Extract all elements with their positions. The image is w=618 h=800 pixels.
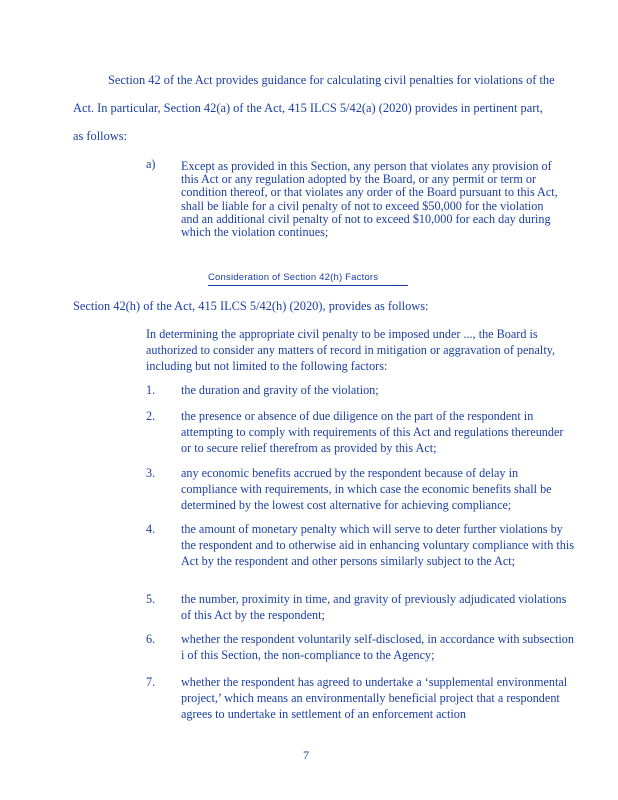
factor-number: 2. [146, 409, 156, 423]
intro-line-2: Act. In particular, Section 42(a) of the Act, 415 ILCS 5/42(a) (2020) provides in pertinent part, [73, 101, 543, 115]
section-heading: Consideration of Section 42(h) Factors [208, 272, 408, 286]
quote-a-text: Except as provided in this Section, any person that violates any provision of this Act or any regulation adopted by the Board, or any permit or term or condition thereof, or that violates any order of the Board pursuant to this Act, shall be liable for a civil penalty of not to exceed $50,000 for the violation and an additional civil penalty of not to exceed $10,000 for each day during which the violation continues; [181, 159, 558, 240]
h-lead-paragraph: In determining the appropriate civil penalty to be imposed under ..., the Board is authorized to consider any matters of record in mitigation or aggravation of penalty, including but not limited to the following factors: [146, 327, 556, 373]
section-h-intro: Section 42(h) of the Act, 415 ILCS 5/42(h) (2020), provides as follows: [73, 299, 429, 313]
quote-a-label: a) [146, 157, 156, 171]
factor-number: 7. [146, 675, 156, 689]
factor-number: 6. [146, 632, 156, 646]
intro-line-1: Section 42 of the Act provides guidance for calculating civil penalties for violations of the [108, 73, 555, 87]
intro-line-3: as follows: [73, 129, 128, 143]
factor-text: whether the respondent has agreed to undertake a ‘supplemental environmental project,’ which means an environmentally beneficial project that a respondent agrees to undertake in settlement of an enforcement action [181, 675, 568, 721]
factor-number: 1. [146, 383, 156, 397]
factor-text: the presence or absence of due diligence on the part of the respondent in attempting to comply with requirements of this Act and regulations thereunder or to secure relief therefrom as provided by this Act; [181, 409, 564, 455]
factor-text: whether the respondent voluntarily self-disclosed, in accordance with subsection i of this Section, the non-compliance to the Agency; [181, 632, 574, 662]
factor-text: the duration and gravity of the violation; [181, 383, 379, 397]
factor-text: the amount of monetary penalty which will serve to deter further violations by the respondent and to otherwise aid in enhancing voluntary compliance with this Act by the respondent and other persons similarly subject to the Act; [181, 522, 574, 568]
factor-number: 3. [146, 466, 156, 480]
factor-text: any economic benefits accrued by the respondent because of delay in compliance with requirements, in which case the economic benefits shall be determined by the lowest cost alternative for achieving compliance; [181, 466, 552, 512]
page-number: 7 [303, 748, 309, 762]
factor-text: the number, proximity in time, and gravity of previously adjudicated violations of this Act by the respondent; [181, 592, 567, 622]
factor-number: 5. [146, 592, 156, 606]
factor-number: 4. [146, 522, 156, 536]
